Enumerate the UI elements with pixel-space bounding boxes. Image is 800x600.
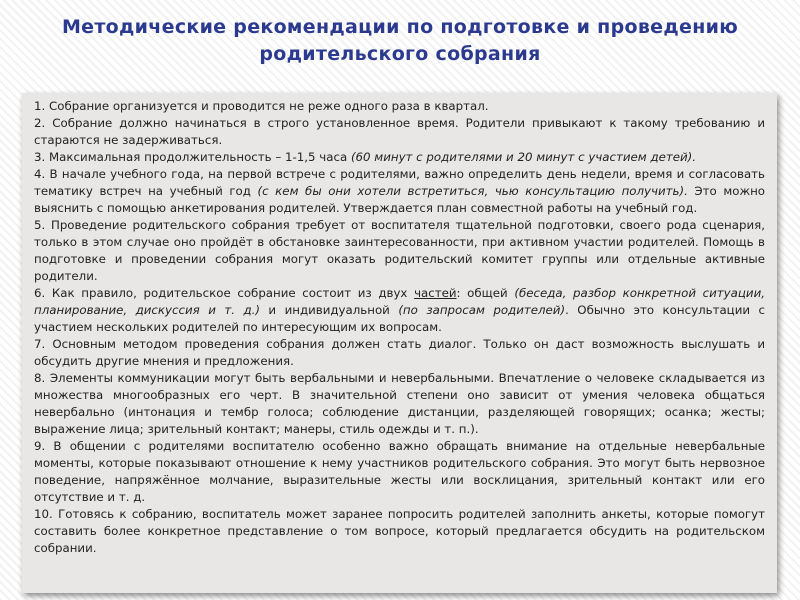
list-item-4-text-end: Это можно выяснить с помощью анкетирования родителей. Утверждается план совместной работы на учебный год. <box>34 184 765 215</box>
list-item-6-underlined: частей <box>414 286 457 300</box>
list-item-6-text-2: : общей <box>456 286 515 300</box>
list-item-3-note: (60 минут с родителями и 20 минут с участием детей). <box>350 150 697 164</box>
list-item-9: 9. В общении с родителями воспитателю особенно важно обращать внимание на отдельные невербальные моменты, которые показывают отношение к нему участников родительского собрания. Это могут быть нервозное поведение, напряжённое молчание, выразительные жесты или восклицания, зрительный контакт или его отсутствие и т. д. <box>34 439 765 504</box>
list-item-1: 1. Собрание организуется и проводится не реже одного раза в квартал. <box>34 99 489 113</box>
list-item-4 <box>34 166 765 217</box>
list-item-6-text-3: и индивидуальной <box>259 303 399 317</box>
page-title-line-1: Методические рекомендации по подготовке и проведению <box>61 16 739 38</box>
content-card <box>22 93 777 593</box>
recommendations-list <box>34 98 765 557</box>
page-title <box>40 14 760 68</box>
list-item-6-note-1: (беседа, разбор конкретной ситуации, планирование, дискуссия и т. д.) <box>34 286 765 317</box>
list-item-8: 8. Элементы коммуникации могут быть вербальными и невербальными. Впечатление о человеке складывается из множества многообразных его черт. В значительной степени оно зависит от умения человека общаться невербально (интонация и тембр голоса; соблюдение дистанции, разделяющей говорящих; осанка; жесты; выражение лица; зрительный контакт; манеры, стиль одежды и т. п.). <box>34 371 765 436</box>
page-title-line-2: родительского собрания <box>259 43 541 65</box>
list-item-6-note-2: (по запросам родителей) <box>398 303 566 317</box>
list-item-2: 2. Собрание должно начинаться в строго установленное время. Родители привыкают к такому требованию и стараются не задерживаться. <box>34 116 765 147</box>
list-item-10: 10. Готовясь к собранию, воспитатель может заранее попросить родителей заполнить анкеты, которые помогут составить более конкретное представление о том вопросе, который предлагается обсудить на родительском собрании. <box>34 507 765 555</box>
list-item-6 <box>34 285 765 336</box>
list-item-3 <box>34 149 765 166</box>
list-item-3-text: 3. Максимальная продолжительность – 1-1,5 часа <box>34 150 351 164</box>
list-item-6-text: 6. Как правило, родительское собрание состоит из двух <box>34 286 415 300</box>
list-item-5: 5. Проведение родительского собрания требует от воспитателя тщательной подготовки, своего рода сценария, только в этом случае оно пройдёт в обстановке заинтересованности, при активном участии родителей. Помощь в подготовке и проведении собрания могут оказать родительский комитет группы или отдельные активные родители. <box>34 218 765 283</box>
list-item-4-note: (с кем бы они хотели встретиться, чью консультацию получить). <box>257 184 688 198</box>
list-item-4-text: 4. В начале учебного года, на первой встрече с родителями, важно определить день недели, время и согласовать тематику встреч на учебный год <box>34 167 765 198</box>
list-item-6-text-end: . Обычно это консультации с участием нескольких родителей по интересующим их вопросам. <box>34 303 765 334</box>
list-item-7: 7. Основным методом проведения собрания должен стать диалог. Только он даст возможность выслушать и обсудить другие мнения и предложения. <box>34 337 765 368</box>
